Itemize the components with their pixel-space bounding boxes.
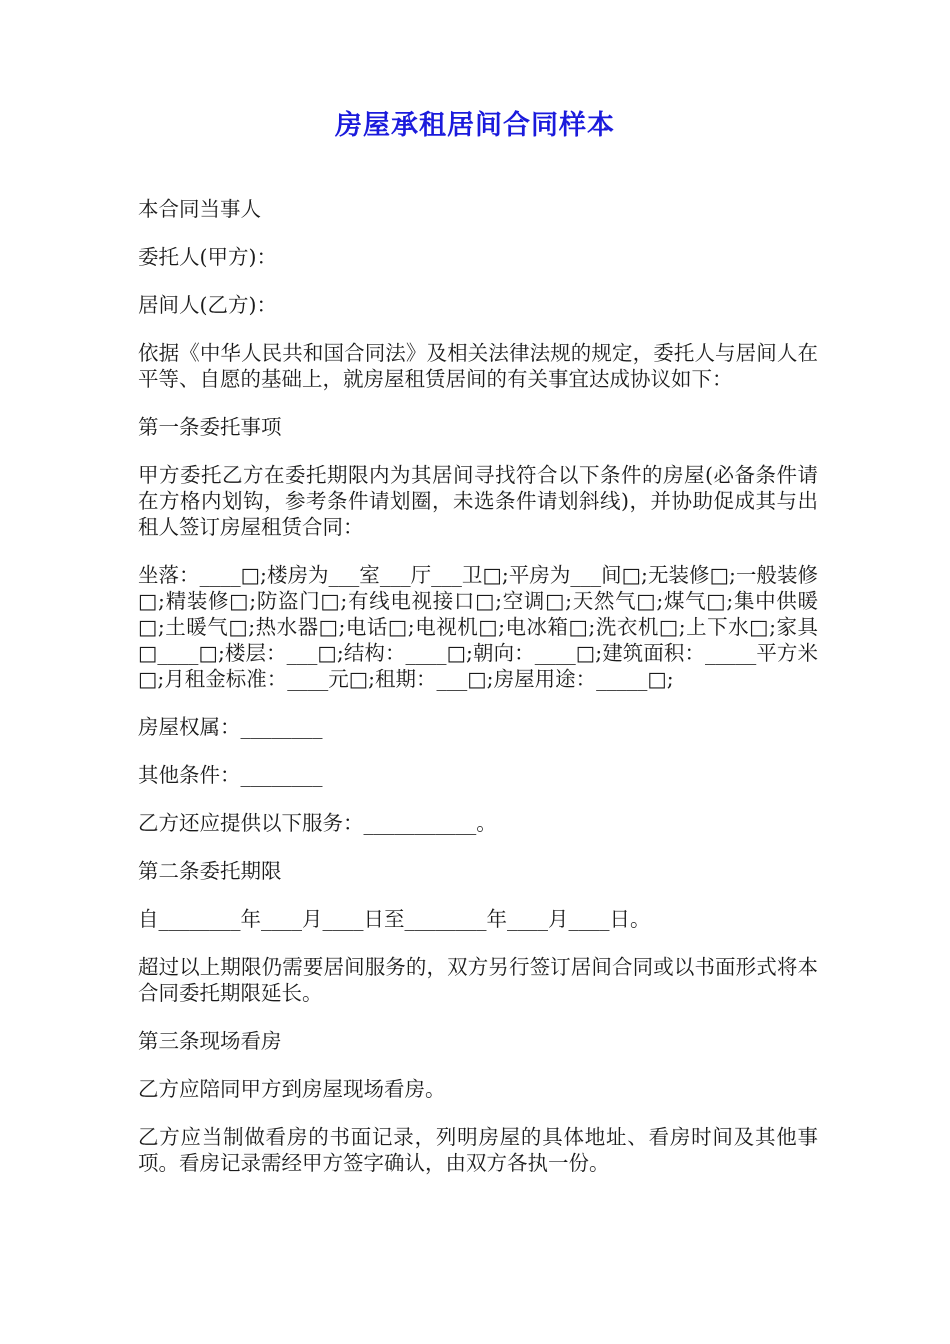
paragraph-intermediary: 居间人(乙方)： bbox=[138, 293, 277, 317]
section-heading-3: 第三条现场看房 bbox=[138, 1029, 282, 1053]
section-heading-1: 第一条委托事项 bbox=[138, 415, 282, 439]
paragraph-parties: 本合同当事人 bbox=[138, 197, 261, 221]
section-heading-2: 第二条委托期限 bbox=[138, 859, 282, 883]
paragraph-viewing-record: 乙方应当制做看房的书面记录，列明房屋的具体地址、看房时间及其他事项。看房记录需经甲方签字确认，由双方各执一份。 bbox=[138, 1125, 818, 1175]
paragraph-other-conditions: 其他条件：________ bbox=[138, 763, 323, 787]
document-title: 房屋承租居间合同样本 bbox=[335, 110, 615, 141]
paragraph-ownership: 房屋权属：________ bbox=[138, 715, 323, 739]
paragraph-principal: 委托人(甲方)： bbox=[138, 245, 277, 269]
paragraph-preamble: 依据《中华人民共和国合同法》及相关法律法规的规定，委托人与居间人在平等、自愿的基础上，就房屋租赁居间的有关事宜达成协议如下： bbox=[138, 341, 818, 391]
paragraph-period: 自________年____月____日至________年____月____日。 bbox=[138, 907, 651, 931]
paragraph-extension: 超过以上期限仍需要居间服务的，双方另行签订居间合同或以书面形式将本合同委托期限延长。 bbox=[138, 955, 818, 1005]
document-body bbox=[138, 196, 818, 1198]
paragraph-viewing: 乙方应陪同甲方到房屋现场看房。 bbox=[138, 1077, 446, 1101]
paragraph-conditions: 坐落：____□;楼房为___室___厅___卫□;平房为___间□;无装修□;一般装修□;精装修□;防盗门□;有线电视接口□;空调□;天然气□;煤气□;集中供暖□;土暖气□;热水器□;电话□;电视机□;电冰箱□;洗衣机□;上下水□;家具□____□;楼层：___□;结构：____□;朝向：____□;建筑面积：_____平方米□;月租金标准：____元□;租期：___□;房屋用途：_____□; bbox=[138, 563, 818, 691]
paragraph-services: 乙方还应提供以下服务：___________。 bbox=[138, 811, 497, 835]
paragraph-commission: 甲方委托乙方在委托期限内为其居间寻找符合以下条件的房屋(必备条件请在方格内划钩，参考条件请划圈，未选条件请划斜线)，并协助促成其与出租人签订房屋租赁合同： bbox=[138, 463, 818, 539]
